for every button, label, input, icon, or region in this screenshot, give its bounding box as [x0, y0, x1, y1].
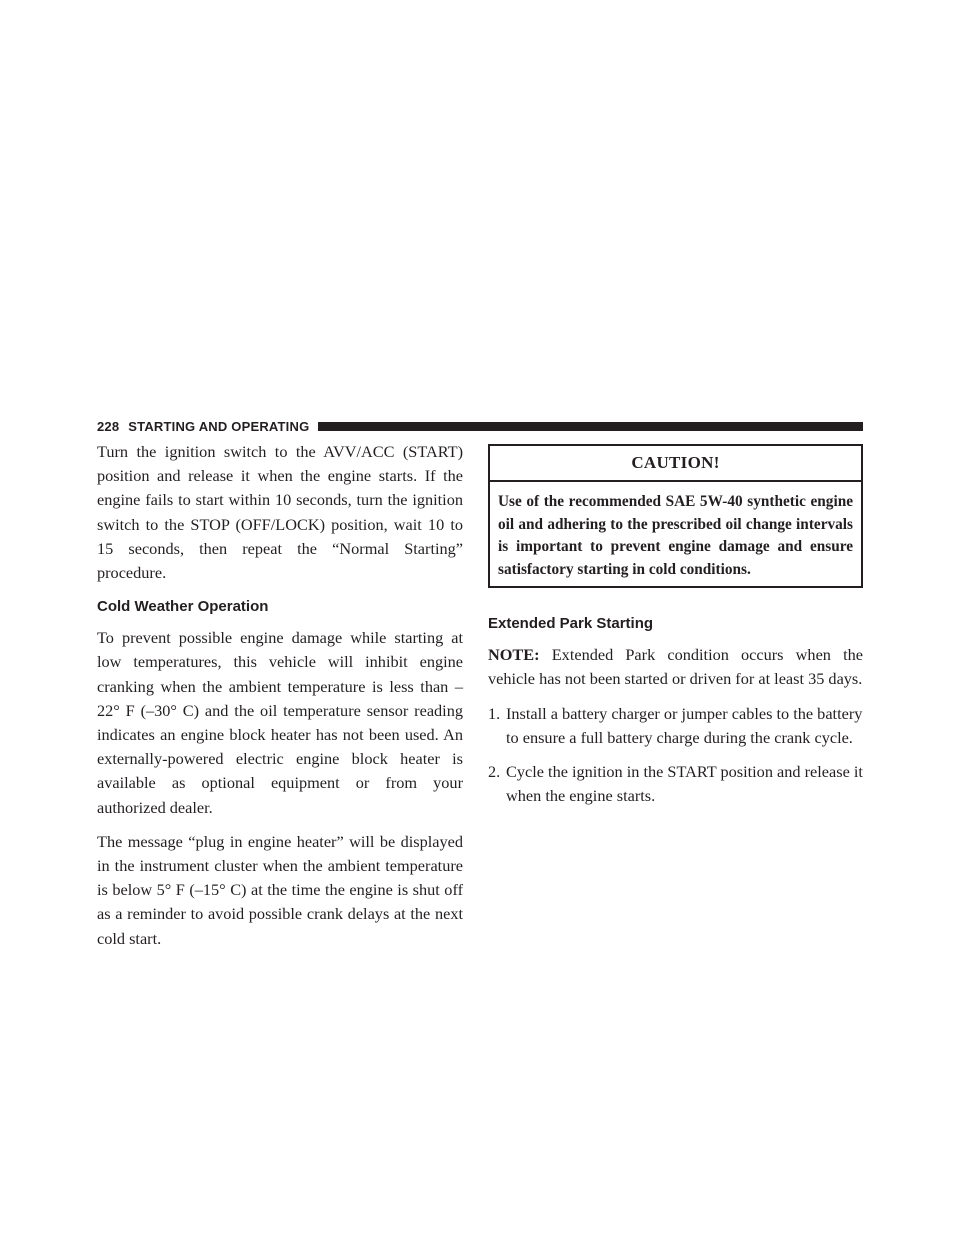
caution-text: Use of the recommended SAE 5W-40 synthetic engine oil and adhering to the prescribed oil change intervals is important to prevent engine damage and ensure satisfactory starting in cold conditions. [498, 493, 853, 578]
list-number: 2. [488, 762, 501, 782]
engine-heater-paragraph: The message “plug in engine heater” will be displayed in the instrument cluster when the ambient temperature is below 5° F (–15° C) at the time the engine is shut off as a reminder to avoid possible crank delays at the next cold start. [97, 831, 463, 948]
list-item [488, 702, 863, 750]
page-header [97, 418, 863, 434]
note-paragraph [488, 643, 863, 691]
list-text: Install a battery charger or jumper cables to the battery to ensure a full battery charge during the crank cycle. [506, 703, 863, 747]
ignition-paragraph: Turn the ignition switch to the AVV/ACC (START) position and release it when the engine starts. If the engine fails to start within 10 seconds, turn the ignition switch to the STOP (OFF/LOCK) position, wait 10 to 15 seconds, then repeat the “Normal Starting” procedure. [97, 442, 463, 583]
left-column [97, 440, 463, 961]
caution-title: CAUTION! [490, 446, 861, 482]
note-label: NOTE: [488, 645, 540, 665]
caution-box [488, 444, 863, 588]
cold-weather-paragraph: To prevent possible engine damage while starting at low temperatures, this vehicle will inhibit engine cranking when the ambient temperature is less than –22° F (–30° C) and the oil temperature sensor reading indicates an engine block heater has not been used. An externally-powered electric engine block heater is available as optional equipment or from your authorized dealer. [97, 628, 463, 817]
list-text: Cycle the ignition in the START position and release it when the engine starts. [506, 762, 863, 806]
page-number: 228 [97, 418, 120, 434]
list-item [488, 760, 863, 808]
header-rule [318, 422, 863, 431]
extended-park-heading: Extended Park Starting [488, 615, 654, 633]
right-column [488, 440, 863, 818]
list-number: 1. [488, 703, 501, 723]
note-text: Extended Park condition occurs when the vehicle has not been started or driven for at least 35 days. [488, 645, 863, 689]
section-title: STARTING AND OPERATING [128, 418, 310, 434]
cold-weather-heading: Cold Weather Operation [97, 598, 269, 616]
